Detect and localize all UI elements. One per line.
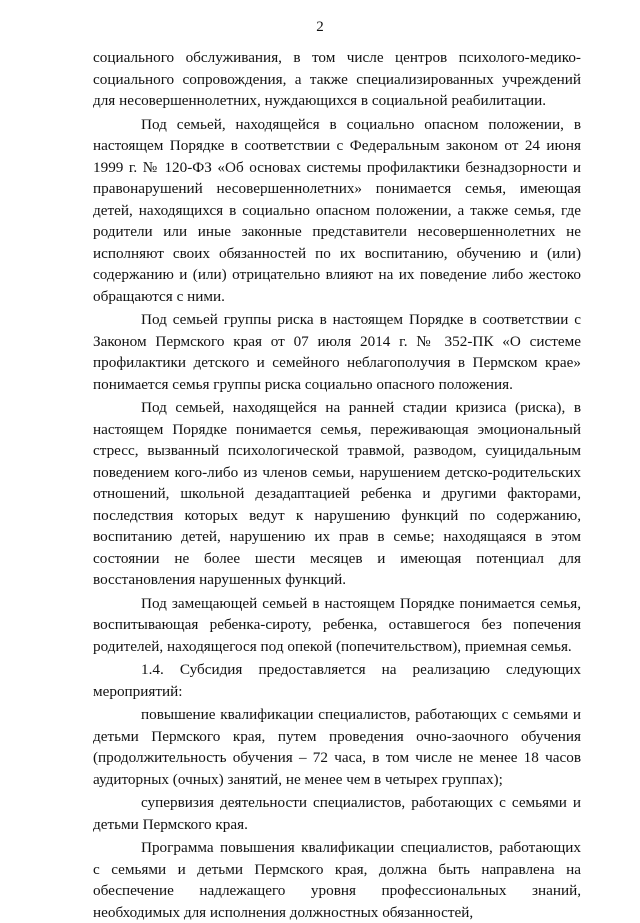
paragraph-substitute-family: Под замещающей семьей в настоящем Порядке понимается семья, воспитывающая ребенка-сироту, ребенка, оставшегося без попечения родителей, находящегося под опекой (попечительством), приемная семья. (93, 594, 581, 655)
paragraph-training-program: Программа повышения квалификации специалистов, работающих с семьями и детьми Пермского края, должна быть направлена на обеспечение надлежащего уровня профессиональных знаний, необходимых для исполнения должностных обязанностей, (93, 839, 581, 921)
paragraph-training-measure: повышение квалификации специалистов, работающих с семьями и детьми Пермского края, путем проведения очно-заочного обучения (продолжительность обучения – 72 часа, в том числе не менее 18 часов аудиторных (очных) занятий, не менее чем в четырех группах); (93, 706, 581, 788)
paragraph-family-risk-group: Под семьей группы риска в настоящем Порядке в соответствии с Законом Пермского края от 07 июля 2014 г. № 352-ПК «О системе профилактики детского и семейного неблагополучия в Пермском крае» понимается семья группы риска социально опасного положения. (93, 311, 581, 393)
paragraph-continuation: социального обслуживания, в том числе центров психолого-медико-социального сопровождения, а также специализированных учреждений для несовершеннолетних, нуждающихся в социальной реабилитации. (93, 49, 581, 109)
page-number: 2 (316, 19, 324, 35)
paragraph-family-dangerous-situation: Под семьей, находящейся в социально опасном положении, в настоящем Порядке в соответствии с Федеральным законом от 24 июня 1999 г. № 120-ФЗ «Об основах системы профилактики безнадзорности и правонарушений несовершеннолетних» понимается семья, имеющая детей, находящихся в социально опасном положении, а также семья, где родители или иные законные представители несовершеннолетних не исполняют своих обязанностей по их воспитанию, обучению и (или) содержанию и (или) отрицательно влияют на их поведение либо жестоко обращаются с ними. (93, 115, 581, 305)
document-body (93, 47, 581, 923)
paragraph-subsidy-clause: 1.4. Субсидия предоставляется на реализацию следующих мероприятий: (93, 661, 581, 700)
paragraph-family-early-crisis: Под семьей, находящейся на ранней стадии кризиса (риска), в настоящем Порядке понимается семья, переживающая эмоциональный стресс, вызванный психологической травмой, разводом, суицидальным поведением кого-либо из членов семьи, нарушением детско-родительских отношений, школьной дезадаптацией ребенка и другими факторами, последствия которых ведут к нарушению функций по содержанию, воспитанию детей, нарушению их прав в семье; находящаяся в этом состоянии не более шести месяцев и имеющая потенциал для восстановления нарушенных функций. (93, 399, 581, 588)
paragraph-supervision-measure: супервизия деятельности специалистов, работающих с семьями и детьми Пермского края. (93, 794, 581, 833)
